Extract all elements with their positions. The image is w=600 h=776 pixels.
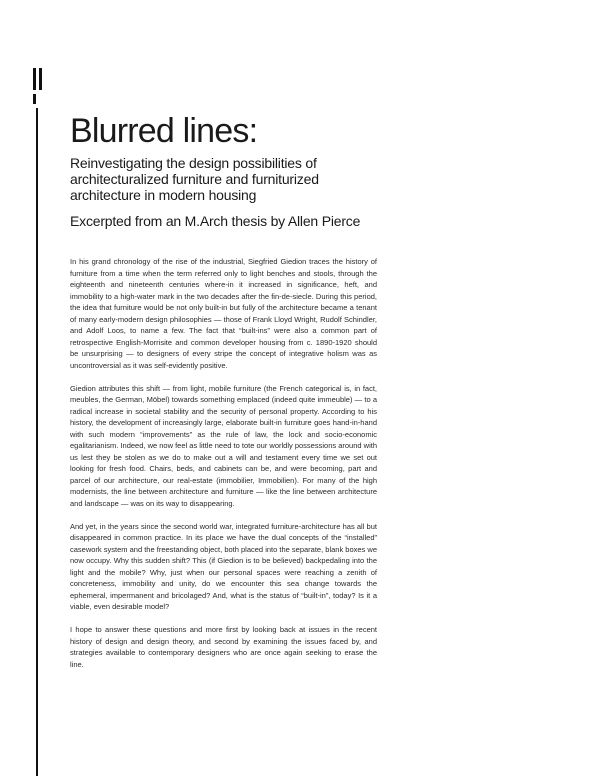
excerpt-note: Excerpted from an M.Arch thesis by Allen Pierce [70,213,361,229]
margin-rule [36,108,38,776]
body-paragraph: In his grand chronology of the rise of the industrial, Siegfried Giedion traces the history of furniture from a time when the term referred only to light benches and stools, through the eighteenth and nineteenth centuries where-in it increased in significance, heft, and immobility to a high-water mark in the two decades after the fin-de-siecle. During this period, the idea that furniture would be not only built-in but fully of the architecture became a tenant of many early-modern design philosophies — those of Frank Lloyd Wright, Rudolf Schindler, and Adolf Loos, to name a few. The fact that “built-ins” were also a common part of retrospective English-Morrisite and common developer housing from c. 1890-1920 should be unsurprising — to designers of every stripe the concept of integrative holism was as uncontroversial as it was self-evidently positive. [70,257,377,370]
article-body [70,256,377,682]
margin-mark [33,68,36,90]
body-paragraph: And yet, in the years since the second world war, integrated furniture-architecture has all but disappeared in common practice. In its place we have the dual concepts of the “installed” casework system and the freestanding object, both placed into the separate, blank boxes we now occupy. Why this sudden shift? This (if Giedion is to be believed) backpedaling into the light and the mobile? Why, just when our personal spaces were reaching a zenith of concreteness, immobility and unity, do we encounter this sea change towards the ephemeral, impermanent and bricolaged? And, what is the status of “built-in”, today? Is it a viable, even desirable model? [70,521,377,611]
margin-mark [33,94,36,104]
article-title: Blurred lines: [70,112,258,150]
body-paragraph: Giedion attributes this shift — from light, mobile furniture (the French categorical is, in fact, meubles, the German, Möbel) towards something emplaced (indeed quite immeuble) — to a radical increase in societal stability and the security of personal property. According to his history, the development of increasingly large, elaborate built-in furniture goes hand-in-hand with such modern “improvements” as the rule of law, the lock and socio-economic egalitarianism. Indeed, we now feel as little need to tote our worldly possessions around with us lest they be stolen as we do to make out a will and testament every time we set out looking for fresh food. Chairs, beds, and cabinets can be, and were becoming, part and parcel of our architecture, our real-estate (immobilier, Immobilien). For many of the high modernists, the line between architecture and furniture — like the line between architecture and landscape — was on its way to disappearing. [70,383,377,508]
body-paragraph: I hope to answer these questions and more first by looking back at issues in the recent history of design and design theory, and second by examining the issues faced by, and strategies available to contemporary designers who are once again seeking to erase the line. [70,625,377,669]
article-subtitle: Reinvestigating the design possibilities of architecturalized furniture and furniturized architecture in modern housing [70,155,319,203]
margin-mark [39,68,42,90]
